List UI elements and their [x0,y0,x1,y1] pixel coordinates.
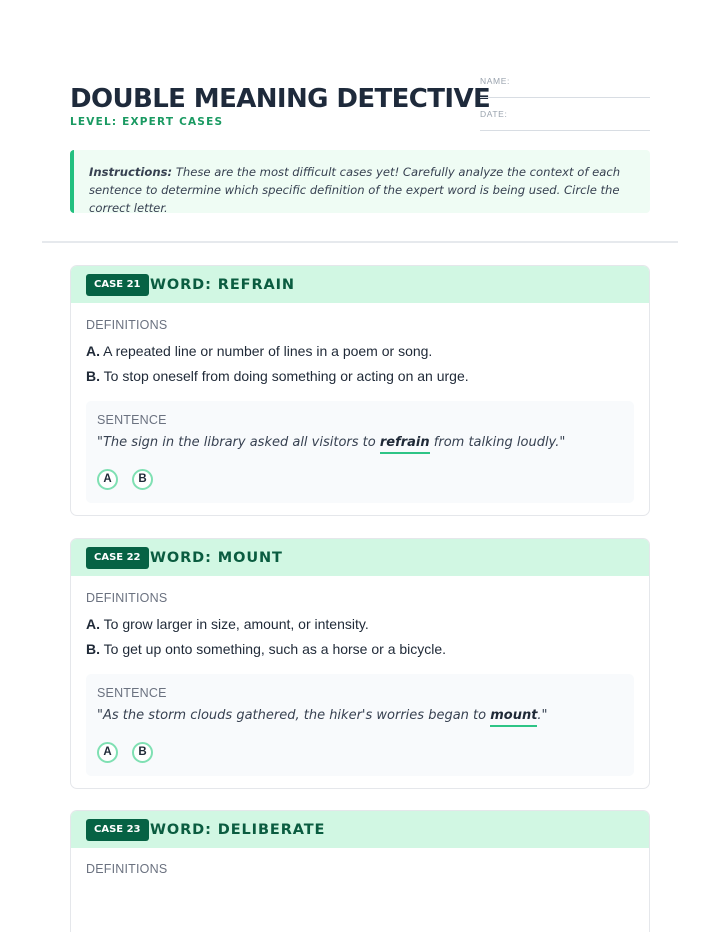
case-word: WORD: MOUNT [150,550,283,566]
date-label: DATE: [480,109,508,119]
definition-a [86,343,432,359]
definition-b [86,641,446,657]
date-field[interactable] [480,109,650,131]
answer-option-a[interactable]: A [97,469,118,490]
name-field[interactable] [480,76,650,98]
case-word: WORD: DELIBERATE [150,822,326,838]
instructions-label: Instructions: [89,165,173,179]
answer-option-a[interactable]: A [97,742,118,763]
case-card-21 [70,265,650,516]
instructions-body: These are the most difficult cases yet! Carefully analyze the context of each sentence to determine which specific definition of the expert word is being used. Circle the correct letter. [89,165,621,215]
sentence-box [86,674,634,776]
definition-a-letter: A. [86,343,100,359]
sentence-before: "The sign in the library asked all visitors to [97,435,380,450]
definition-b-text: To stop oneself from doing something or acting on an urge. [100,368,469,384]
instructions-text [89,163,634,217]
sentence-label: SENTENCE [97,413,167,427]
case-card-23 [70,810,650,932]
definitions-label: DEFINITIONS [86,591,168,605]
sentence-before: "As the storm clouds gathered, the hiker's worries began to [97,708,491,723]
definition-a-text: A repeated line or number of lines in a poem or song. [100,343,433,359]
section-divider [42,241,678,243]
answer-option-b[interactable]: B [132,469,153,490]
sentence-keyword: mount [490,708,537,727]
answer-option-b[interactable]: B [132,742,153,763]
case-card-22 [70,538,650,789]
case-header [71,811,649,848]
definition-a [86,616,369,632]
definition-b-letter: B. [86,368,100,384]
definition-a-letter: A. [86,616,100,632]
sentence-label: SENTENCE [97,686,167,700]
name-label: NAME: [480,76,510,86]
definitions-label: DEFINITIONS [86,318,168,332]
definition-b [86,368,469,384]
definition-a-text: To grow larger in size, amount, or intensity. [100,616,369,632]
sentence-after: ." [537,708,548,723]
case-header [71,266,649,303]
case-badge: CASE 22 [86,547,149,569]
level-subtitle: LEVEL: EXPERT CASES [70,116,224,128]
page-title: DOUBLE MEANING DETECTIVE [70,84,491,114]
instructions-box [70,150,650,213]
definitions-label: DEFINITIONS [86,862,168,876]
sentence-box [86,401,634,503]
case-badge: CASE 23 [86,819,149,841]
definition-b-text: To get up onto something, such as a horse or a bicycle. [100,641,447,657]
case-header [71,539,649,576]
definition-b-letter: B. [86,641,100,657]
sentence-text [97,708,548,723]
sentence-keyword: refrain [380,435,430,454]
case-badge: CASE 21 [86,274,149,296]
worksheet-header [70,72,650,136]
case-word: WORD: REFRAIN [150,277,295,293]
sentence-text [97,435,565,450]
sentence-after: from talking loudly." [429,435,566,450]
